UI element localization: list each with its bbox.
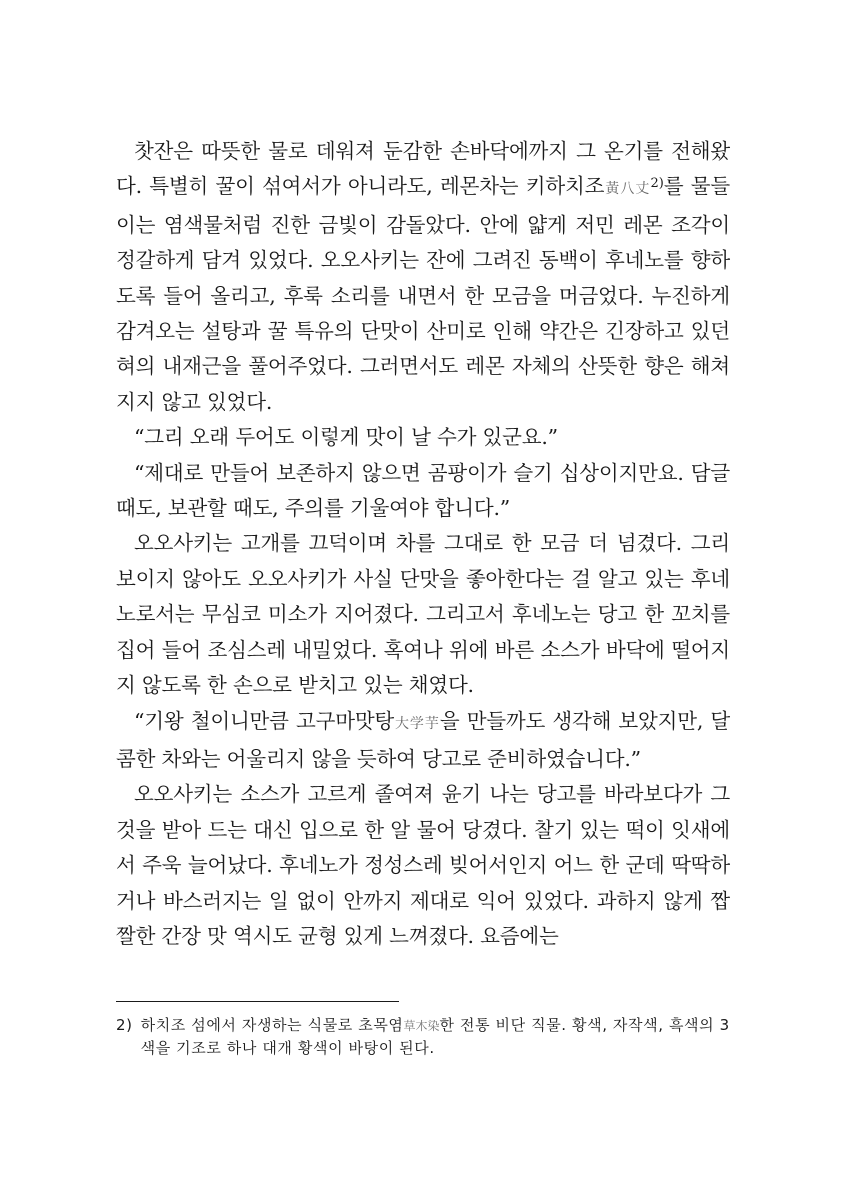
- paragraph-text: 오오사키는 고개를 끄덕이며 차를 그대로 한 모금 더 넘겼다. 그리 보이지 않아도 오오사키가 사실 단맛을 좋아한다는 걸 알고 있는 후네노로서는 무심코 미소가 지어졌다. 그리고서 후네노는 당고 한 꼬치를 집어 들어 조심스레 내밀었다. 혹여나 위에 바른 소스가 바닥에 떨어지지 않도록 한 손으로 받치고 있는 채였다.: [116, 531, 730, 698]
- paragraph-1: [116, 134, 730, 420]
- footnote-text-part: 하치조 섬에서 자생하는 식물로 초목염: [140, 1016, 404, 1034]
- footnote-text-part: 한 전통 비단 직물. 황색, 자작색, 흑색의 3색을 기조로 하나 대개 황색이 바탕이 된다.: [140, 1016, 730, 1057]
- body-text: [116, 134, 730, 954]
- dialogue-text: “그리 오래 두어도 이렇게 맛이 날 수가 있군요.”: [134, 425, 558, 450]
- paragraph-4: [116, 526, 730, 703]
- footnote-reference[interactable]: 2): [650, 176, 664, 192]
- paragraph-5: [116, 704, 730, 778]
- dialogue-text: “기왕 철이니만큼 고구마맛탕: [134, 708, 395, 733]
- footnotes: [116, 1014, 730, 1059]
- footnote-text: [141, 1014, 730, 1059]
- paragraph-text: 오오사키는 소스가 고르게 졸여져 윤기 나는 당고를 바라보다가 그것을 받아 드는 대신 입으로 한 알 물어 당겼다. 찰기 있는 떡이 잇새에서 주욱 늘어났다. 후네노가 정성스레 빚어서인지 어느 한 군데 딱딱하거나 바스러지는 일 없이 안까지 제대로 익어 있었다. 과하지 않게 짭짤한 간장 맛 역시도 균형 있게 느껴졌다. 요즘에는: [116, 782, 730, 948]
- dialogue-text: “제대로 만들어 보존하지 않으면 곰팡이가 슬기 십상이지만요. 담글 때도, 보관할 때도, 주의를 기울여야 합니다.”: [116, 460, 730, 521]
- hanja-annotation: 大学芋: [394, 715, 440, 732]
- paragraph-6: [116, 777, 730, 954]
- footnote-number: 2): [116, 1016, 133, 1034]
- dialogue-text: 을 만들까도 생각해 보았지만, 달콤한 차와는 어울리지 않을 듯하여 당고로 준비하였습니다.”: [116, 708, 731, 771]
- paragraph-text: 찻잔은 따뜻한 물로 데워져 둔감한 손바닥에까지 그 온기를 전해왔다. 특별히 꿀이 섞여서가 아니라도, 레몬차는 키하치조: [116, 139, 730, 199]
- paragraph-text: 를 물들이는 염색물처럼 진한 금빛이 감돌았다. 안에 얇게 저민 레몬 조각이 정갈하게 담겨 있었다. 오오사키는 잔에 그려진 동백이 후네노를 향하도록 들어 올리고, 후룩 소리를 내면서 한 모금을 머금었다. 누진하게 감겨오는 설탕과 꿀 특유의 단맛이 산미로 인해 약간은 긴장하고 있던 혀의 내재근을 풀어주었다. 그러면서도 레몬 자체의 산뜻한 향은 해쳐지지 않고 있었다.: [116, 174, 731, 414]
- hanja-annotation: 草木染: [403, 1019, 440, 1033]
- hanja-annotation: 黃八丈: [604, 181, 651, 198]
- footnote-2: [116, 1014, 730, 1059]
- paragraph-3: [116, 456, 730, 527]
- paragraph-2: [116, 420, 730, 455]
- footnote-divider: [116, 1001, 399, 1002]
